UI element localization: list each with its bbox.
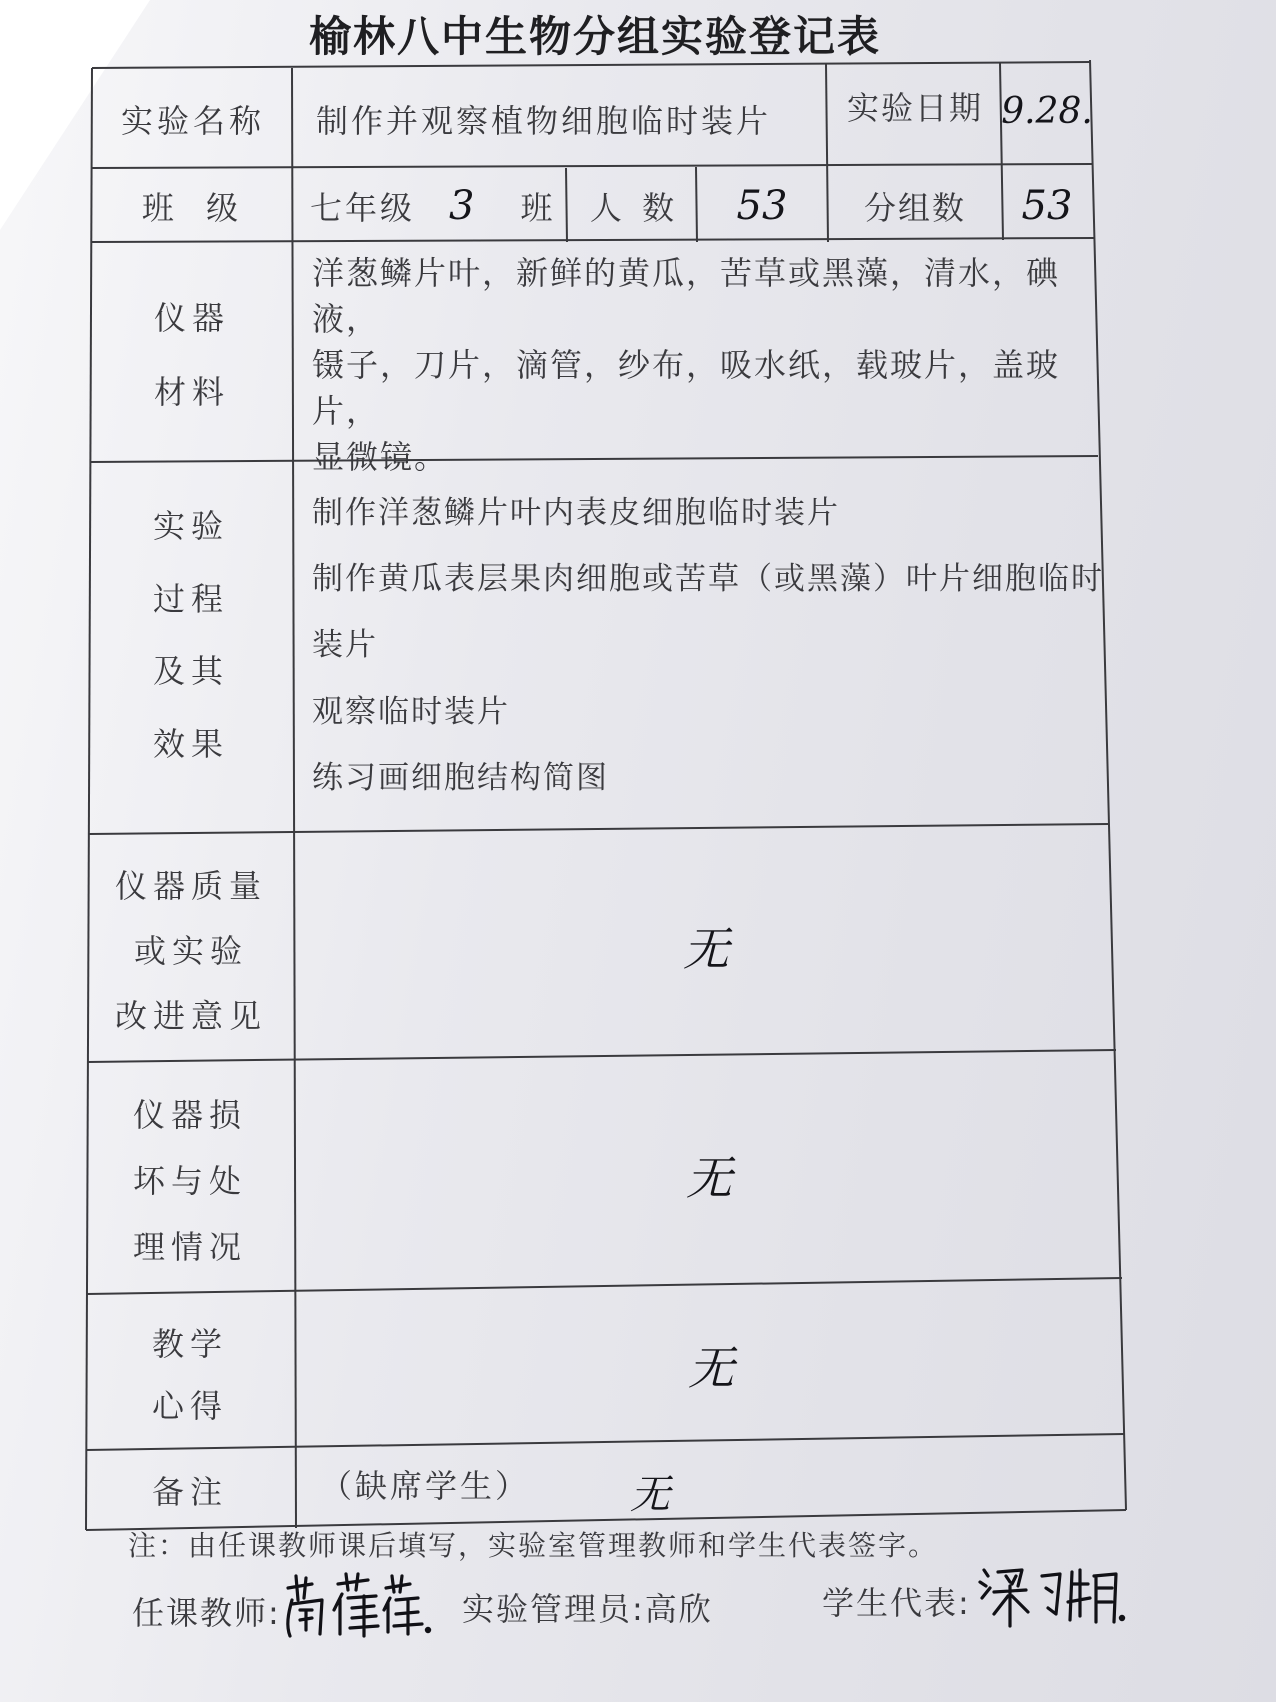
group-count-label-text: 分组数 xyxy=(863,189,966,227)
experiment-date-text: 9.28. xyxy=(1001,90,1093,132)
teaching-label xyxy=(88,1298,292,1448)
form-note: 注：由任课教师课后填写，实验室管理教师和学生代表签字。 xyxy=(128,1529,939,1562)
process-line-5: 练习画细胞结构简图 xyxy=(312,759,609,796)
materials-line-1: 洋葱鳞片叶，新鲜的黄瓜，苦草或黑藻，清水，碘液， xyxy=(312,254,1061,338)
student-signature xyxy=(976,1562,1126,1632)
admin-label: 实验管理员:高欣 xyxy=(462,1590,713,1628)
damage-label-line-2: 坏与处 xyxy=(132,1162,247,1200)
materials-label xyxy=(92,246,292,460)
quality-value xyxy=(296,834,1116,1058)
teaching-label-line-1: 教学 xyxy=(151,1324,228,1363)
damage-value xyxy=(296,1062,1122,1288)
grade-text: 七年级 xyxy=(310,189,416,227)
process-line-1: 制作洋葱鳞片叶内表皮细胞临时装片 xyxy=(312,495,840,532)
student-count-value xyxy=(698,170,826,242)
class-label-text: 班 级 xyxy=(141,189,243,227)
group-count-value xyxy=(1004,170,1090,242)
student-count-text: 53 xyxy=(736,183,788,229)
materials-line-3: 显微镜。 xyxy=(312,438,449,476)
process-label-line-3: 及其 xyxy=(152,652,229,691)
process-label-line-2: 过程 xyxy=(152,579,229,618)
class-value xyxy=(300,170,566,242)
damage-label xyxy=(88,1066,292,1292)
remarks-label-text: 备注 xyxy=(151,1473,228,1511)
process-label-line-1: 实验 xyxy=(152,506,229,545)
teacher-label: 任课教师: xyxy=(132,1594,281,1632)
remarks-value xyxy=(300,1446,1126,1522)
materials-label-line-2: 材料 xyxy=(153,373,230,412)
materials-label-line-1: 仪器 xyxy=(153,298,230,337)
process-line-2: 制作黄瓜表层果肉细胞或苦草（或黑藻）叶片细胞临时 xyxy=(312,561,1104,598)
student-label: 学生代表: xyxy=(822,1584,971,1622)
remarks-label xyxy=(88,1452,292,1528)
teacher-signature xyxy=(282,1570,432,1642)
damage-label-line-3: 理情况 xyxy=(132,1228,247,1266)
quality-label xyxy=(90,838,292,1060)
materials-value xyxy=(296,244,1096,476)
experiment-name-value xyxy=(300,70,824,168)
class-number: 3 xyxy=(449,183,475,229)
admin-signature-field xyxy=(462,1584,713,1630)
student-signature-field xyxy=(822,1578,971,1624)
damage-value-text: 无 xyxy=(686,1151,732,1205)
teaching-label-line-2: 心得 xyxy=(151,1387,228,1426)
quality-label-line-3: 改进意见 xyxy=(114,997,267,1035)
teacher-signature-field xyxy=(132,1588,281,1634)
quality-label-line-2: 或实验 xyxy=(133,932,248,970)
experiment-date-value xyxy=(1001,66,1093,156)
class-label xyxy=(93,170,291,242)
student-count-label xyxy=(568,170,696,242)
experiment-date-label xyxy=(830,66,1000,146)
experiment-name-text: 制作并观察植物细胞临时装片 xyxy=(316,102,772,140)
experiment-date-label-text: 实验日期 xyxy=(846,89,983,127)
form-title: 榆林八中生物分组实验登记表 xyxy=(308,12,881,61)
remarks-value-text: 无 xyxy=(630,1471,671,1518)
class-suffix: 班 xyxy=(520,189,553,227)
experiment-name-label-text: 实验名称 xyxy=(120,102,265,140)
experiment-name-label xyxy=(94,70,292,168)
damage-label-line-1: 仪器损 xyxy=(132,1096,247,1134)
process-line-4: 观察临时装片 xyxy=(312,693,510,730)
teaching-value xyxy=(296,1290,1126,1440)
remarks-sub-label: （缺席学生） xyxy=(320,1467,531,1505)
quality-value-text: 无 xyxy=(683,922,729,976)
group-count-label xyxy=(830,170,1000,242)
student-count-label-text: 人 数 xyxy=(589,189,675,227)
quality-label-line-1: 仪器质量 xyxy=(114,867,267,905)
process-label xyxy=(90,466,292,832)
materials-line-2: 镊子，刀片，滴管，纱布，吸水纸，载玻片，盖玻片， xyxy=(312,346,1061,430)
group-count-text: 53 xyxy=(1021,183,1073,229)
process-value xyxy=(296,462,1108,832)
teaching-value-text: 无 xyxy=(688,1341,734,1395)
process-label-line-4: 效果 xyxy=(152,725,229,764)
process-line-3: 装片 xyxy=(312,627,378,664)
